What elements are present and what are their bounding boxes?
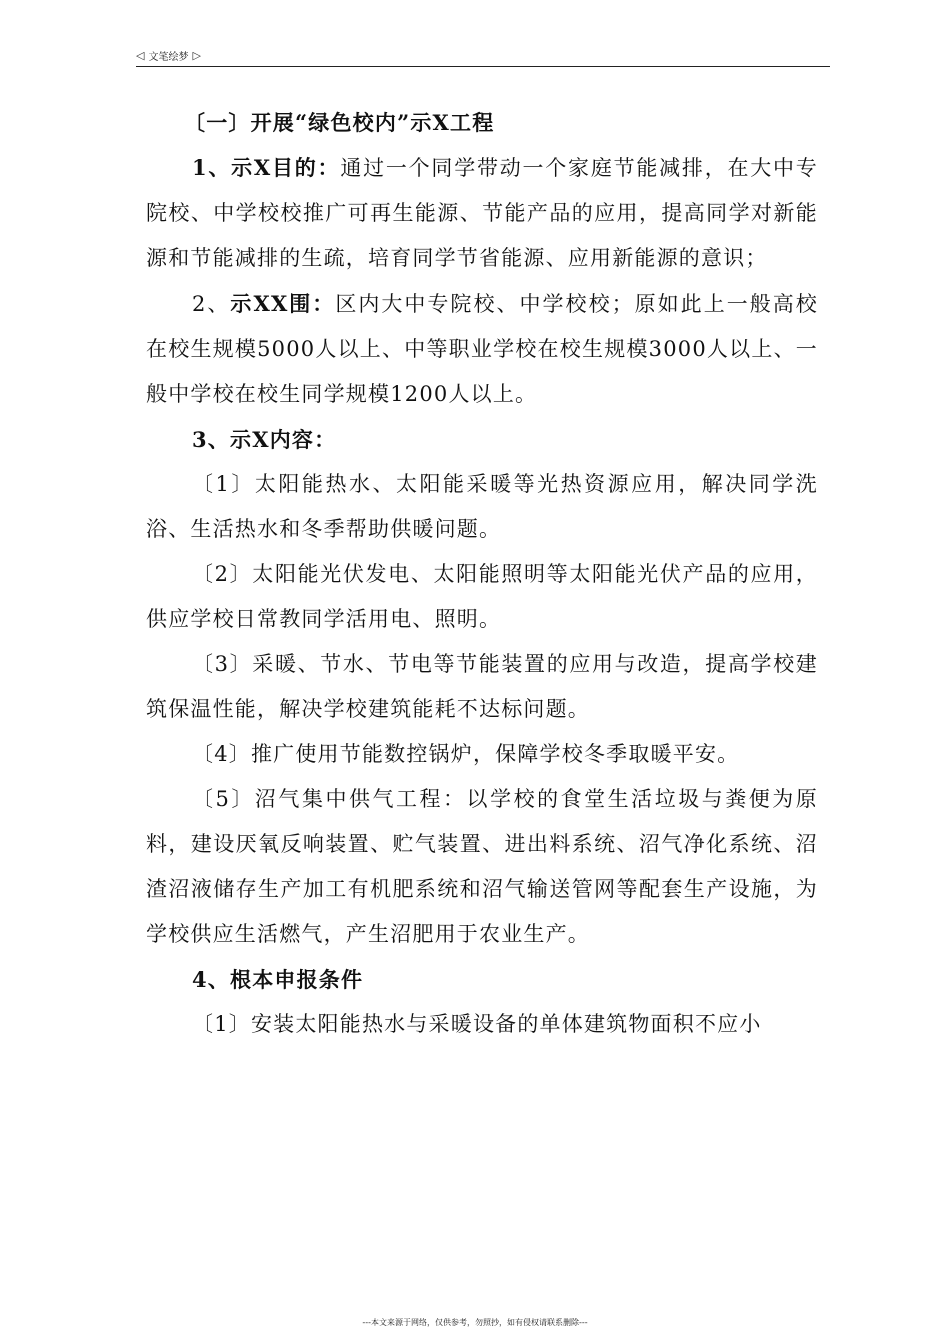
header-text: 文笔绘梦 [148, 52, 189, 63]
purpose-text: 通过一个同学带动一个家庭节能减排，在大中专院校、中学校校推广可再生能源、节能产品的应用，提高同学对新能源和节能减排的生疏，培育同学节省能源、应用新能源的意识； [146, 156, 818, 270]
scope-label: 示XX围： [230, 291, 336, 316]
section-title: 〔一〕开展“绿色校内”示X工程 [184, 110, 495, 135]
list-item: 〔3〕采暖、节水、节电等节能装置的应用与改造，提高学校建筑保温性能，解决学校建筑能耗不达标问题。 [146, 652, 818, 721]
paragraph-purpose [146, 145, 818, 281]
document-body [146, 100, 818, 1047]
list-item: 〔4〕推广使用节能数控锅炉，保障学校冬季取暖平安。 [192, 742, 740, 766]
list-item: 〔5〕沼气集中供气工程：以学校的食堂生活垃圾与粪便为原料，建设厌氧反响装置、贮气装置、进出料系统、沼气净化系统、沼渣沼液储存生产加工有机肥系统和沼气输送管网等配套生产设施，为学校供应生活燃气，产生沼肥用于农业生产。 [146, 787, 818, 946]
right-triangle-icon: ▷ [192, 49, 201, 62]
conditions-heading: 4、根本申报条件 [192, 967, 364, 992]
purpose-label: 1、示X目的： [192, 155, 341, 180]
paragraph-scope [146, 281, 818, 417]
conditions-item: 〔1〕安装太阳能热水与采暖设备的单体建筑物面积不应小 [192, 1012, 762, 1036]
list-item: 〔1〕太阳能热水、太阳能采暖等光热资源应用，解决同学洗浴、生活热水和冬季帮助供暖问题。 [146, 472, 818, 541]
scope-text: 区内大中专院校、中学校校；原如此上一般高校在校生规模5000人以上、中等职业学校在校生规模3000人以上、一般中学校在校生同学规模1200人以上。 [146, 292, 819, 406]
header-divider [136, 66, 830, 67]
page-footer: ---本文来源于网络，仅供参考，勿照抄，如有侵权请联系删除--- [362, 1318, 588, 1327]
list-item: 〔2〕太阳能光伏发电、太阳能照明等太阳能光伏产品的应用，供应学校日常教同学活用电、照明。 [146, 562, 818, 631]
page-header [136, 48, 201, 63]
content-heading: 3、示X内容： [192, 427, 337, 452]
left-triangle-icon: ◁ [136, 49, 145, 62]
scope-number: 2、 [192, 292, 231, 316]
